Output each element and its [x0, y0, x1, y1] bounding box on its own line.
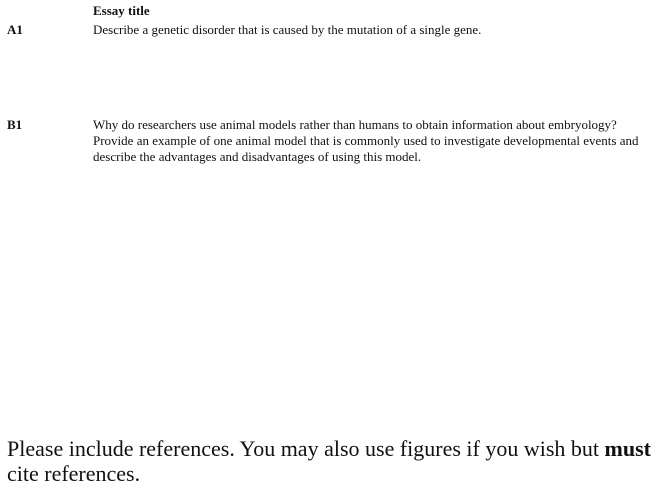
question-text-b1: Why do researchers use animal models rather than humans to obtain information about embryology? Provide an example of one animal model that is commonly used to investigate developmental events and describe the advantages and disadvantages of using this model.: [93, 117, 639, 164]
references-note-text-2: cite references.: [7, 461, 141, 486]
essay-title-heading: Essay title: [93, 3, 150, 18]
question-text-a1: Describe a genetic disorder that is caused by the mutation of a single gene.: [93, 22, 482, 37]
question-code-a1: A1: [7, 22, 23, 37]
references-note-emphasis: must: [604, 436, 651, 461]
references-note: [7, 436, 655, 486]
references-note-text-1: Please include references. You may also use figures if you wish but: [7, 436, 605, 461]
question-code-b1: B1: [7, 117, 23, 132]
